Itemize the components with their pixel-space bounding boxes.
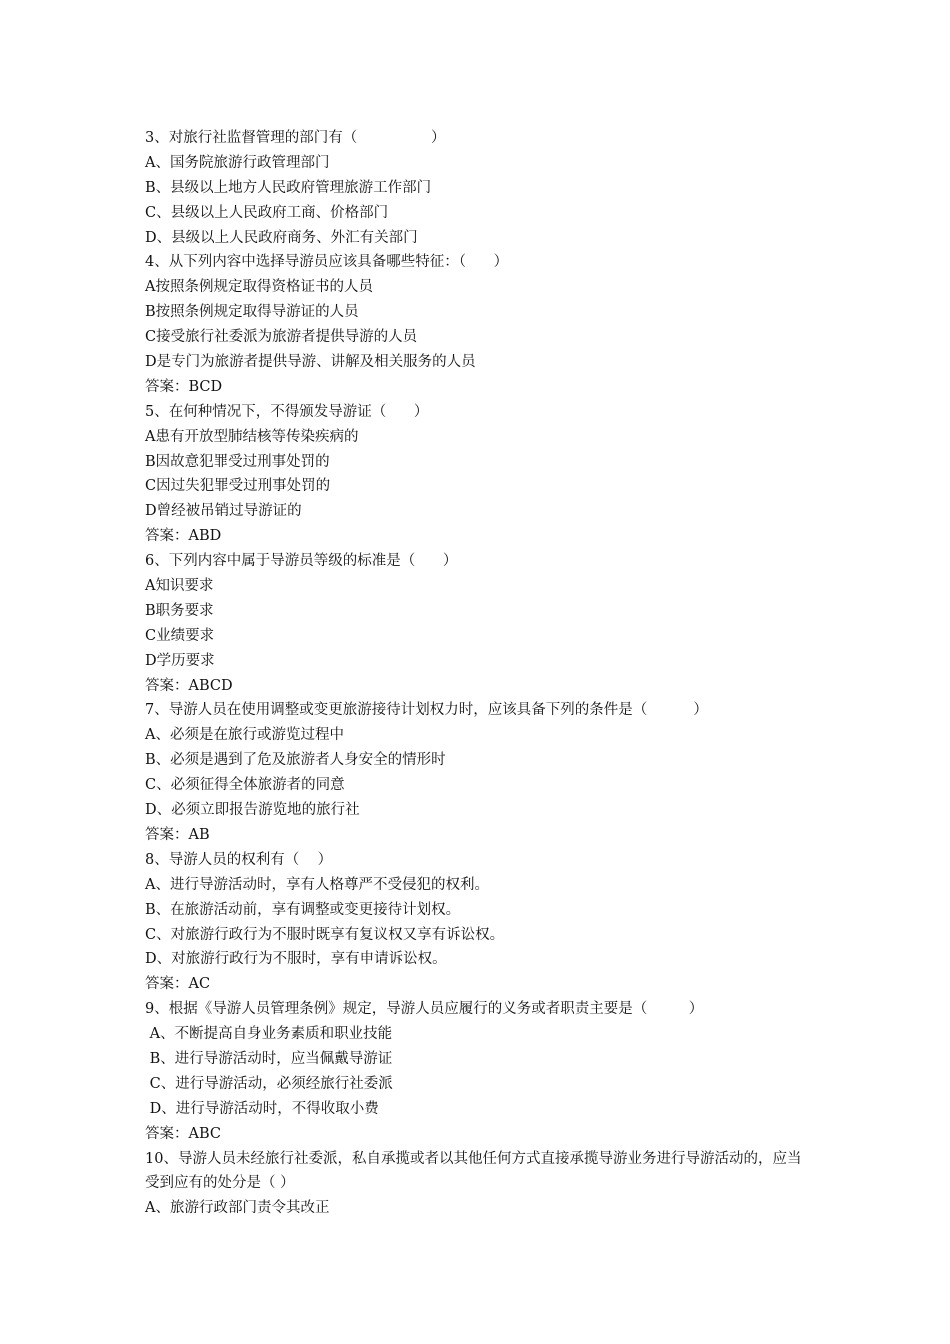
answer: 答案：ABD [145, 528, 222, 545]
option-d: D、必须立即报告游览地的旅行社 [145, 802, 360, 819]
option-a: A、进行导游活动时，享有人格尊严不受侵犯的权利。 [145, 876, 489, 893]
question-4: 4、从下列内容中选择导游员应该具备哪些特征：（ ） [145, 254, 509, 271]
answer: 答案：BCD [145, 378, 223, 395]
option-d: D、县级以上人民政府商务、外汇有关部门 [145, 229, 418, 246]
option-c: C、县级以上人民政府工商、价格部门 [145, 204, 389, 221]
option-b: B因故意犯罪受过刑事处罚的 [145, 453, 330, 470]
option-b: B按照条例规定取得导游证的人员 [145, 304, 359, 321]
question-8: 8、导游人员的权利有（ ） [145, 851, 333, 868]
answer: 答案：AC [145, 976, 211, 993]
option-a: A按照条例规定取得资格证书的人员 [145, 279, 373, 296]
option-d: D学历要求 [145, 652, 215, 669]
document-body [145, 126, 815, 1221]
option-b: B、县级以上地方人民政府管理旅游工作部门 [145, 179, 432, 196]
option-a: A、不断提高自身业务素质和职业技能 [145, 1026, 393, 1043]
question-5: 5、在何种情况下，不得颁发导游证（ ） [145, 403, 429, 420]
option-c: C接受旅行社委派为旅游者提供导游的人员 [145, 329, 418, 346]
option-a: A、国务院旅游行政管理部门 [145, 154, 330, 171]
option-d: D是专门为旅游者提供导游、讲解及相关服务的人员 [145, 354, 476, 371]
option-b: B职务要求 [145, 602, 214, 619]
option-c: C、进行导游活动，必须经旅行社委派 [145, 1075, 393, 1092]
option-b: B、进行导游活动时，应当佩戴导游证 [145, 1050, 393, 1067]
option-d: D、进行导游活动时，不得收取小费 [145, 1100, 379, 1117]
question-10: 10、导游人员未经旅行社委派，私自承揽或者以其他任何方式直接承揽导游业务进行导游活动的，应当受到应有的处分是（ ） [145, 1150, 802, 1192]
option-b: B、必须是遇到了危及旅游者人身安全的情形时 [145, 752, 446, 769]
option-b: B、在旅游活动前，享有调整或变更接待计划权。 [145, 901, 461, 918]
option-c: C因过失犯罪受过刑事处罚的 [145, 478, 331, 495]
option-a: A患有开放型肺结核等传染疾病的 [145, 428, 359, 445]
option-a: A知识要求 [145, 578, 214, 595]
option-d: D曾经被吊销过导游证的 [145, 503, 302, 520]
option-c: C、对旅游行政行为不服时既享有复议权又享有诉讼权。 [145, 926, 505, 943]
option-a: A、旅游行政部门责令其改正 [145, 1200, 330, 1217]
question-7: 7、导游人员在使用调整或变更旅游接待计划权力时，应该具备下列的条件是（ ） [145, 702, 708, 719]
option-a: A、必须是在旅行或游览过程中 [145, 727, 344, 744]
answer: 答案：ABC [145, 1125, 221, 1142]
question-9: 9、根据《导游人员管理条例》规定，导游人员应履行的义务或者职责主要是（ ） [145, 1001, 704, 1018]
answer: 答案：ABCD [145, 677, 233, 694]
option-d: D、对旅游行政行为不服时，享有申请诉讼权。 [145, 951, 447, 968]
option-c: C、必须征得全体旅游者的同意 [145, 777, 345, 794]
question-3: 3、对旅行社监督管理的部门有（ ） [145, 130, 446, 146]
question-6: 6、下列内容中属于导游员等级的标准是（ ） [145, 553, 458, 570]
option-c: C业绩要求 [145, 627, 215, 644]
answer: 答案：AB [145, 826, 210, 843]
